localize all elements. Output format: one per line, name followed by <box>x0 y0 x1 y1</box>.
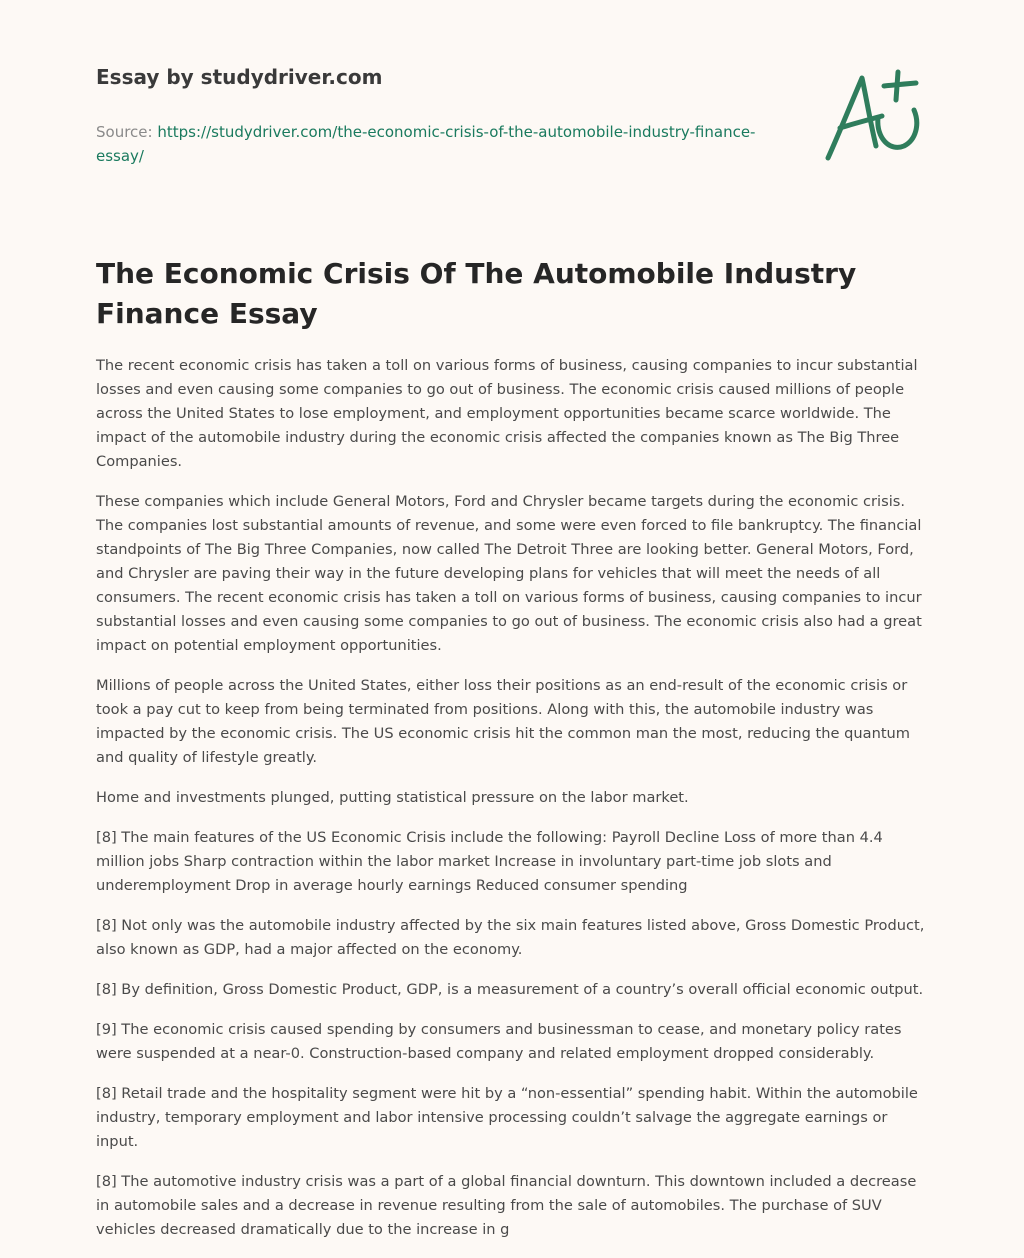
essay-paragraph: Millions of people across the United States, either loss their positions as an end-result of the economic crisis or took a pay cut to keep from being terminated from positions. Along with this, the automobile industry was impacted by the economic crisis. The US economic crisis hit the common man the most, reducing the quantum and quality of lifestyle greatly. <box>96 677 911 766</box>
essay-paragraph: [8] Not only was the automobile industry affected by the six main features listed above, Gross Domestic Product, also known as GDP, had a major affected on the economy. <box>96 917 925 958</box>
essay-paragraph: [8] The main features of the US Economic Crisis include the following: Payroll Decline Loss of more than 4.4 million jobs Sharp contraction within the labor market Increase in involuntary part-time job slots and underemployment Drop in average hourly earnings Reduced consumer spending <box>96 829 883 894</box>
essay-paragraph: Home and investments plunged, putting statistical pressure on the labor market. <box>96 789 689 806</box>
site-title: Essay by studydriver.com <box>96 65 383 89</box>
source-label: Source: <box>96 123 153 141</box>
essay-body <box>96 354 928 1258</box>
essay-paragraph: These companies which include General Motors, Ford and Chrysler became targets during the economic crisis. The companies lost substantial amounts of revenue, and some were even forced to file bankruptcy. The financial standpoints of The Big Three Companies, now called The Detroit Three are looking better. General Motors, Ford, and Chrysler are paving their way in the future developing plans for vehicles that will meet the needs of all consumers. The recent economic crisis has taken a toll on various forms of business, causing companies to incur substantial losses and even causing some companies to go out of business. The economic crisis also had a great impact on potential employment opportunities. <box>96 493 922 654</box>
a-plus-logo-icon <box>820 66 930 166</box>
essay-title: The Economic Crisis Of The Automobile Industry Finance Essay <box>96 257 857 330</box>
essay-paragraph: [9] The economic crisis caused spending by consumers and businessman to cease, and monetary policy rates were suspended at a near-0. Construction-based company and related employment dropped considerably. <box>96 1021 902 1062</box>
page-header <box>96 62 786 168</box>
source-link[interactable]: https://studydriver.com/the-economic-crisis-of-the-automobile-industry-finance-essay/ <box>96 123 756 165</box>
essay-paragraph: [8] Retail trade and the hospitality segment were hit by a “non-essential” spending habit. Within the automobile industry, temporary employment and labor intensive processing couldn’t salvage the aggregate earnings or input. <box>96 1085 918 1150</box>
source-line <box>96 120 786 168</box>
essay-paragraph: [8] By definition, Gross Domestic Product, GDP, is a measurement of a country’s overall official economic output. <box>96 981 924 998</box>
essay-paragraph: The recent economic crisis has taken a toll on various forms of business, causing companies to incur substantial losses and even causing some companies to go out of business. The economic crisis caused millions of people across the United States to lose employment, and employment opportunities became scarce worldwide. The impact of the automobile industry during the economic crisis affected the companies known as The Big Three Companies. <box>96 357 918 470</box>
essay-paragraph: [8] The automotive industry crisis was a part of a global financial downturn. This downtown included a decrease in automobile sales and a decrease in revenue resulting from the sale of automobiles. The purchase of SUV vehicles decreased dramatically due to the increase in g <box>96 1173 917 1238</box>
